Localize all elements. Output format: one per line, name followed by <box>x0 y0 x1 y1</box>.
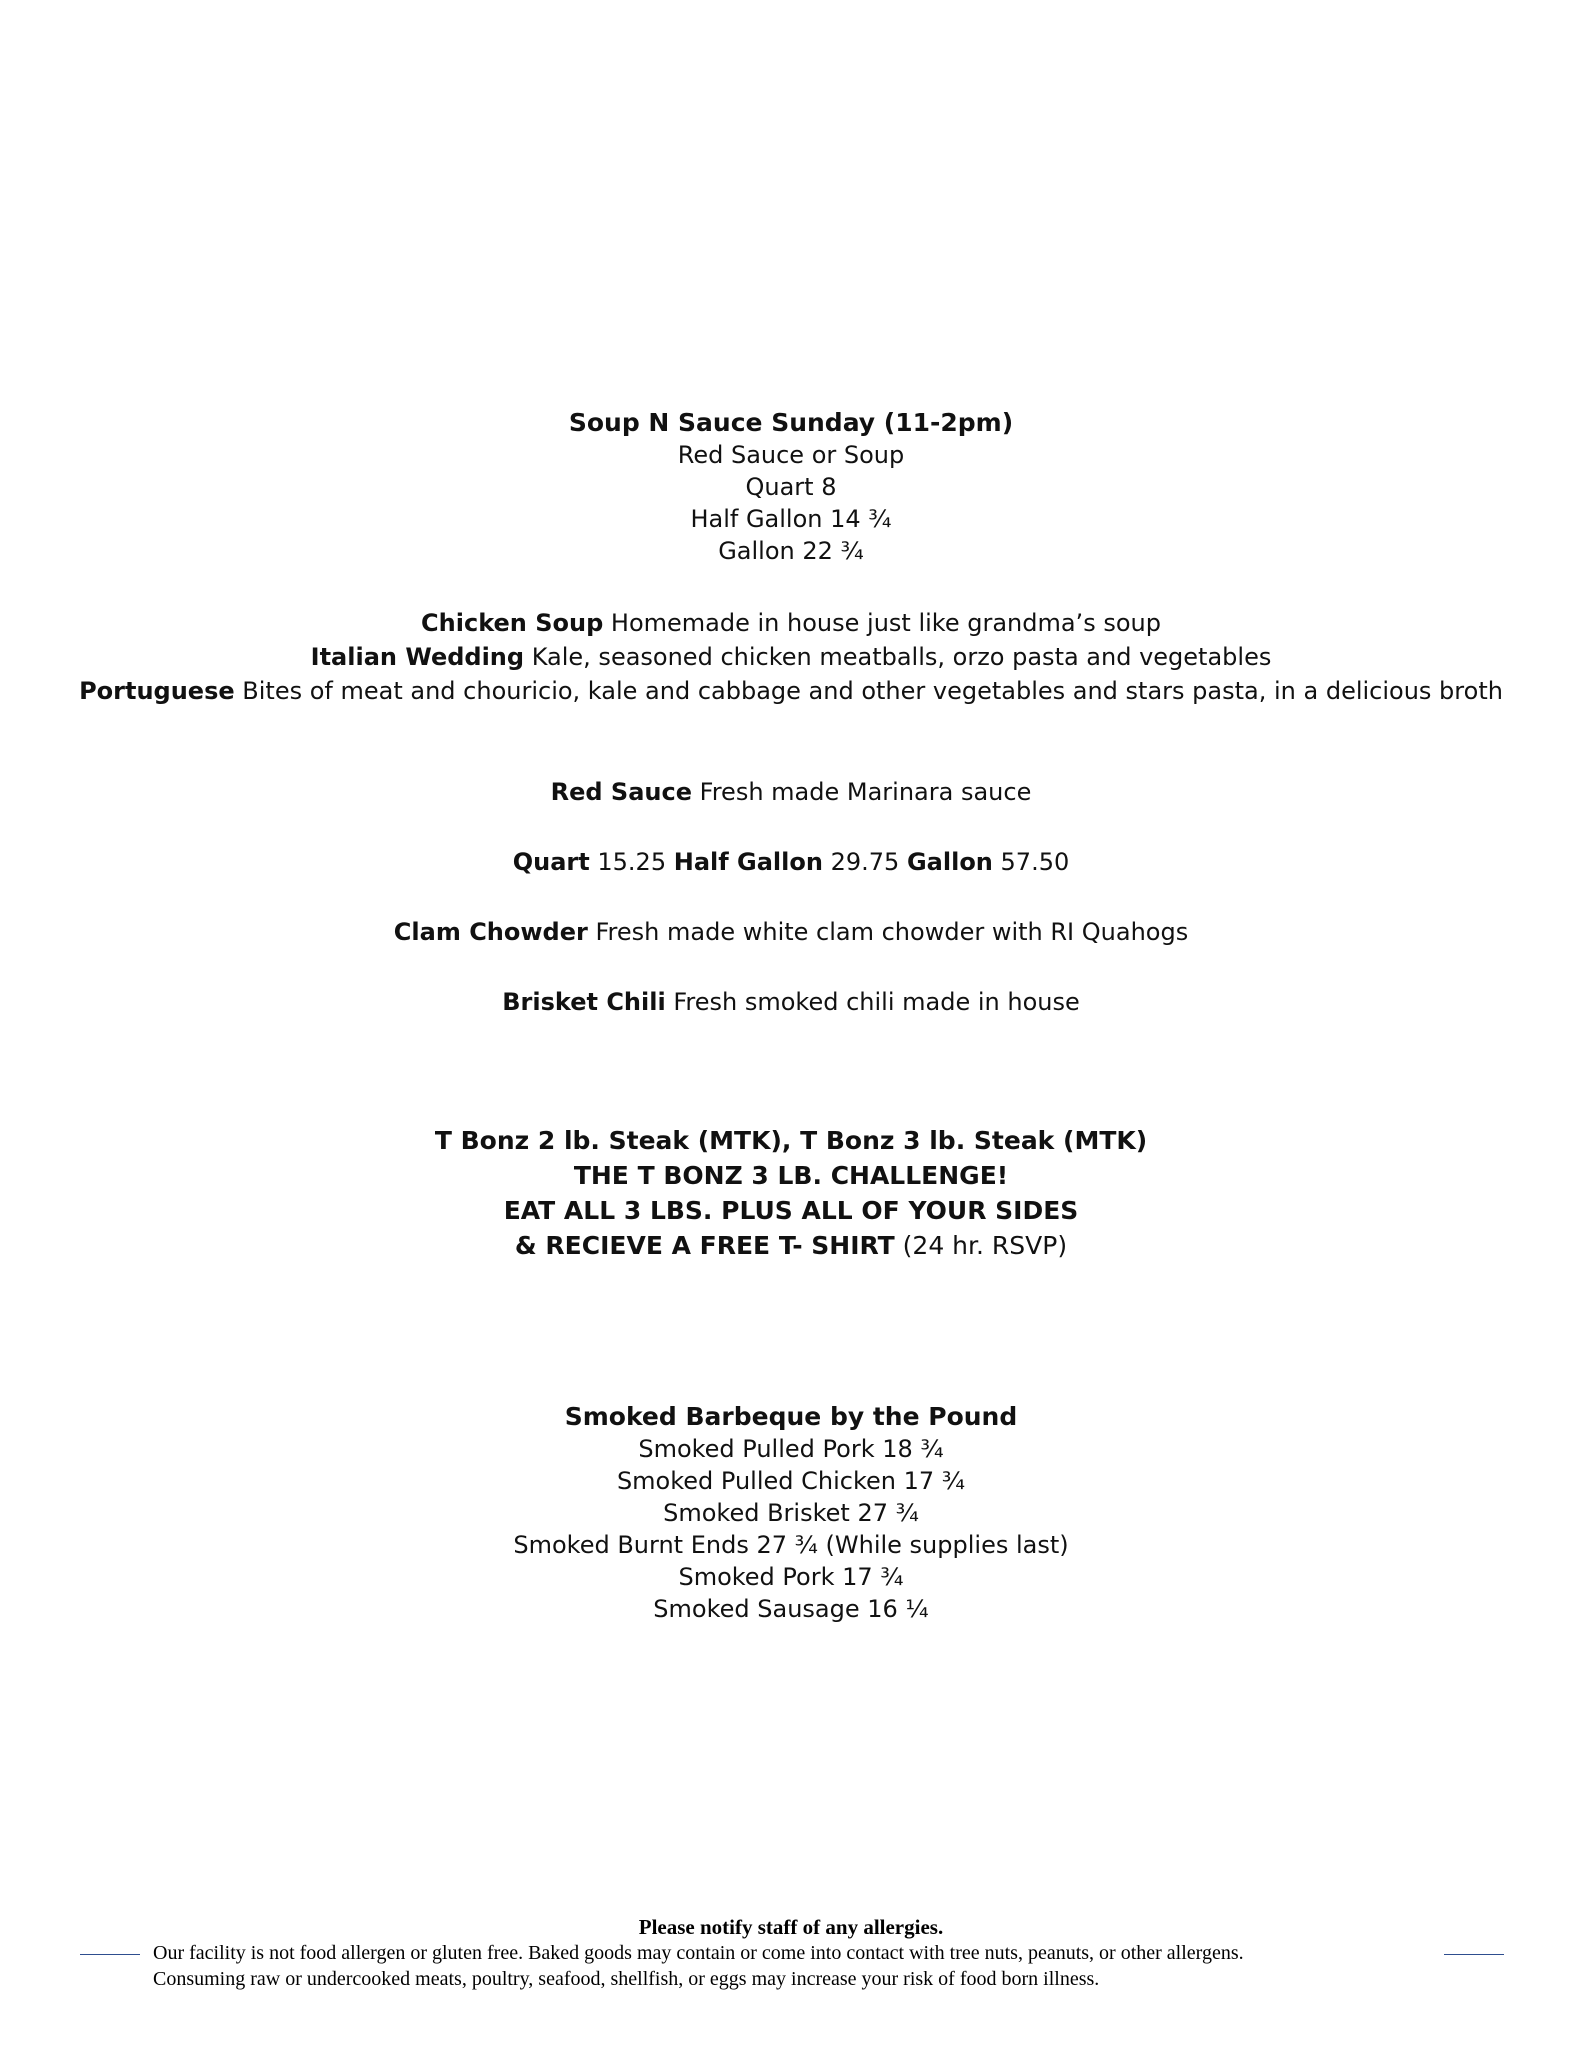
red-sauce-name: Red Sauce <box>550 778 693 806</box>
footer-right-rule <box>1444 1954 1504 1955</box>
bbq-item: Smoked Pork 17 ¾ <box>678 1563 904 1591</box>
bbq-title: Smoked Barbeque by the Pound <box>564 1402 1018 1431</box>
soups-section <box>0 607 1582 707</box>
steak-reward: & RECIEVE A FREE T- SHIRT <box>514 1231 895 1260</box>
bbq-item: Smoked Pulled Pork 18 ¾ <box>638 1435 944 1463</box>
steak-section <box>0 1123 1582 1263</box>
bbq-item: Smoked Brisket 27 ¾ <box>663 1499 919 1527</box>
gallon-label: Gallon <box>906 848 993 876</box>
allergy-notice-row <box>0 1940 1582 1966</box>
half-gallon-price: 29.75 <box>830 848 900 876</box>
soup-name: Portuguese <box>79 677 235 705</box>
size-price: Half Gallon 14 ¾ <box>690 505 892 533</box>
soup-name: Chicken Soup <box>421 609 604 637</box>
soup-sunday-title: Soup N Sauce Sunday (11-2pm) <box>568 408 1014 437</box>
steak-challenge-line <box>0 1228 1582 1263</box>
gallon-price: 57.50 <box>1000 848 1070 876</box>
food-safety-row <box>0 1966 1582 1992</box>
sauce-prices <box>0 846 1582 878</box>
sauce-prices-section <box>0 846 1582 878</box>
clam-chowder-section <box>0 916 1582 948</box>
quart-price: 15.25 <box>597 848 667 876</box>
size-price: Quart 8 <box>745 473 837 501</box>
bbq-item: Smoked Burnt Ends 27 ¾ (While supplies last) <box>513 1531 1069 1559</box>
soup-sunday-section <box>0 407 1582 567</box>
size-price: Gallon 22 ¾ <box>718 537 864 565</box>
brisket-chili-name: Brisket Chili <box>502 988 666 1016</box>
half-gallon-label: Half Gallon <box>673 848 823 876</box>
allergy-notice-line: Our facility is not food allergen or gluten free. Baked goods may contain or come into contact with tree nuts, peanuts, or other allergens. <box>153 1942 1244 1964</box>
soup-desc: Bites of meat and chouricio, kale and cabbage and other vegetables and stars pasta, in a delicious broth <box>242 677 1503 705</box>
bbq-item: Smoked Pulled Chicken 17 ¾ <box>616 1467 966 1495</box>
allergy-footer <box>0 1914 1582 1992</box>
steak-line: T Bonz 2 lb. Steak (MTK), T Bonz 3 lb. Steak (MTK) <box>434 1126 1148 1155</box>
allergy-notice-title: Please notify staff of any allergies. <box>638 1915 944 1939</box>
steak-rsvp: (24 hr. RSVP) <box>894 1231 1068 1260</box>
footer-left-rule <box>80 1954 140 1955</box>
steak-challenge-line: EAT ALL 3 LBS. PLUS ALL OF YOUR SIDES <box>503 1196 1079 1225</box>
soup-desc: Kale, seasoned chicken meatballs, orzo pasta and vegetables <box>531 643 1272 671</box>
red-sauce-item <box>0 776 1582 808</box>
soup-item <box>71 675 1511 707</box>
red-sauce-desc: Fresh made Marinara sauce <box>699 778 1032 806</box>
soup-item <box>0 607 1582 639</box>
bbq-item: Smoked Sausage 16 ¼ <box>653 1595 929 1623</box>
food-safety-line: Consuming raw or undercooked meats, poultry, seafood, shellfish, or eggs may increase your risk of food born illness. <box>153 1968 1100 1990</box>
bbq-section <box>0 1401 1582 1625</box>
brisket-chili-desc: Fresh smoked chili made in house <box>673 988 1080 1016</box>
soup-name: Italian Wedding <box>310 643 525 671</box>
clam-chowder-desc: Fresh made white clam chowder with RI Quahogs <box>595 918 1189 946</box>
clam-chowder-item <box>0 916 1582 948</box>
quart-label: Quart <box>512 848 590 876</box>
soup-sunday-subtitle: Red Sauce or Soup <box>677 441 905 469</box>
red-sauce-section <box>0 776 1582 808</box>
soup-item <box>0 641 1582 673</box>
steak-challenge-title: THE T BONZ 3 LB. CHALLENGE! <box>573 1161 1009 1190</box>
clam-chowder-name: Clam Chowder <box>393 918 588 946</box>
soup-desc: Homemade in house just like grandma’s soup <box>610 609 1161 637</box>
brisket-chili-item <box>0 986 1582 1018</box>
brisket-chili-section <box>0 986 1582 1018</box>
